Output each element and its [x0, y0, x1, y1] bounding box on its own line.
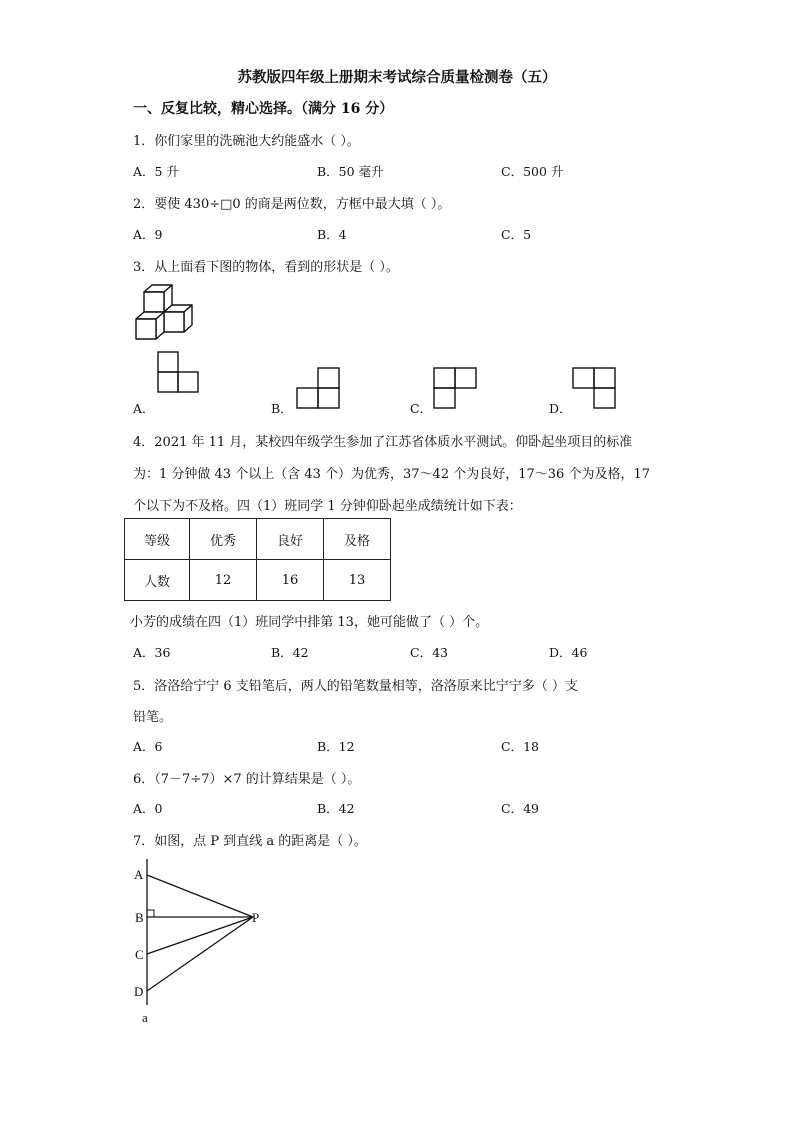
- question-6-option-b: B．42: [317, 801, 355, 816]
- question-5-line-2: 铅笔。: [133, 710, 173, 725]
- question-2-option-a: A．9: [133, 227, 163, 242]
- point-label-c: C: [135, 947, 144, 962]
- question-4-line-2: 为：1 分钟做 43 个以上（含 43 个）为优秀，37～42 个为良好，17～36 个为及格，17: [133, 467, 650, 482]
- question-5-option-a: A．6: [133, 739, 163, 754]
- question-2-option-c: C．5: [501, 227, 532, 242]
- question-6-option-a: A．0: [133, 801, 163, 816]
- option-b-shape: [296, 367, 340, 410]
- point-label-b: B: [135, 910, 144, 925]
- table-header-cell: 及格: [324, 519, 391, 560]
- point-label-p: P: [252, 910, 260, 925]
- segment-pc: [147, 917, 253, 954]
- question-3-option-d: D．: [549, 401, 572, 416]
- question-5-option-b: B．12: [317, 739, 355, 754]
- table-row: [125, 519, 391, 560]
- question-2-option-b: B．4: [317, 227, 347, 242]
- right-angle-mark: [147, 910, 154, 917]
- question-3-stem: 3．从上面看下图的物体，看到的形状是（ ）。: [133, 260, 399, 275]
- option-c-shape: [433, 367, 477, 410]
- option-d-shape: [572, 367, 616, 410]
- question-6-option-c: C．49: [501, 801, 539, 816]
- question-3-option-b: B．: [271, 401, 293, 416]
- point-label-a: A: [134, 867, 144, 882]
- page-title: 苏教版四年级上册期末考试综合质量检测卷（五）: [237, 69, 557, 86]
- question-5-line-1: 5．洛洛给宁宁 6 支铅笔后，两人的铅笔数量相等，洛洛原来比宁宁多（ ）支: [133, 679, 578, 694]
- table-row-label: 人数: [125, 560, 190, 601]
- segment-pa: [147, 875, 253, 917]
- table-cell: 13: [324, 560, 391, 601]
- cubes-3d-figure: [130, 282, 202, 342]
- option-a-shape: [157, 351, 199, 394]
- question-3-option-c: C．: [410, 401, 433, 416]
- table-cell: 16: [257, 560, 324, 601]
- line-label-a: a: [142, 1010, 148, 1025]
- question-1-option-c: C．500 升: [501, 164, 564, 179]
- question-1-option-b: B．50 毫升: [317, 164, 384, 179]
- question-6-stem: 6．（7－7÷7）×7 的计算结果是（ ）。: [133, 772, 361, 787]
- distance-diagram: [130, 855, 280, 1030]
- table-row: [125, 560, 391, 601]
- question-7-stem: 7．如图，点 P 到直线 a 的距离是（ ）。: [133, 834, 367, 849]
- question-4-line-1: 4．2021 年 11 月，某校四年级学生参加了江苏省体质水平测试。仰卧起坐项目的标准: [133, 435, 633, 450]
- question-3-option-a: A．: [133, 401, 155, 416]
- table-header-cell: 等级: [125, 519, 190, 560]
- question-4-stem: 小芳的成绩在四（1）班同学中排第 13，她可能做了（ ）个。: [130, 615, 489, 630]
- table-cell: 12: [190, 560, 257, 601]
- question-1-stem: 1．你们家里的洗碗池大约能盛水（ ）。: [133, 134, 360, 149]
- question-1-option-a: A．5 升: [133, 164, 179, 179]
- question-4-line-3: 个以下为不及格。四（1）班同学 1 分钟仰卧起坐成绩统计如下表：: [133, 499, 522, 514]
- question-2-stem: 2．要使 430÷□0 的商是两位数，方框中最大填（ ）。: [133, 197, 451, 212]
- question-4-option-a: A．36: [133, 645, 171, 660]
- question-5-option-c: C．18: [501, 739, 539, 754]
- question-4-option-d: D．46: [549, 645, 588, 660]
- question-4-option-c: C．43: [410, 645, 448, 660]
- point-label-d: D: [134, 984, 144, 999]
- table-header-cell: 良好: [257, 519, 324, 560]
- question-4-option-b: B．42: [271, 645, 309, 660]
- section-heading-1: 一、反复比较，精心选择。（满分 16 分）: [133, 101, 394, 117]
- situp-stats-table: [124, 518, 391, 601]
- table-header-cell: 优秀: [190, 519, 257, 560]
- segment-pd: [147, 917, 253, 991]
